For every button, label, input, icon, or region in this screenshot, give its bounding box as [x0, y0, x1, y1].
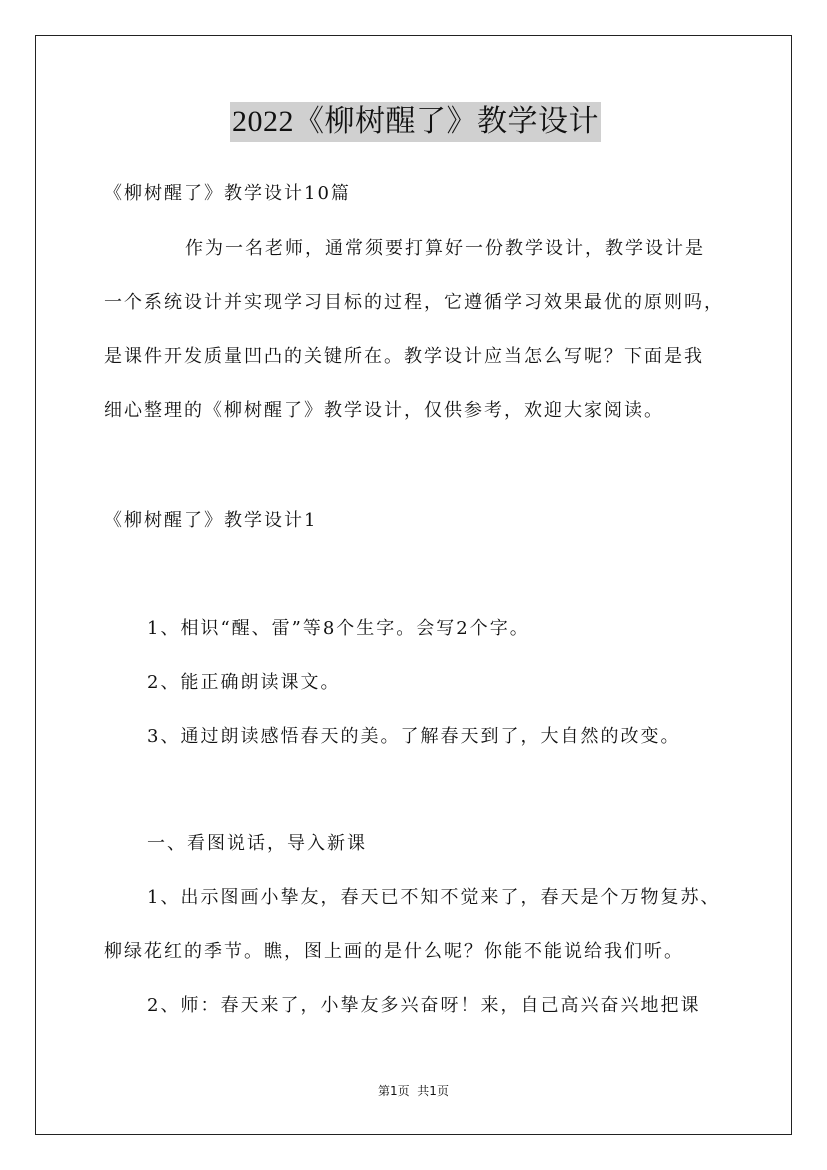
body-line-1: 1、出示图画小挚友，春天已不知不觉来了，春天是个万物复苏、 — [147, 887, 721, 908]
intro-line-1: 作为一名老师，通常须要打算好一份教学设计，教学设计是 — [185, 238, 705, 259]
document-title: 2022《柳树醒了》教学设计 — [230, 102, 601, 142]
goal-item-2: 2、能正确朗读课文。 — [147, 672, 341, 693]
goal-item-1: 1、相识“醒、雷”等8个生字。会写2个字。 — [147, 618, 530, 639]
body-line-2: 柳绿花红的季节。瞧，图上画的是什么呢？你能不能说给我们听。 — [104, 941, 684, 962]
intro-line-4: 细心整理的《柳树醒了》教学设计，仅供参考，欢迎大家阅读。 — [104, 400, 664, 421]
document-subtitle: 《柳树醒了》教学设计10篇 — [104, 183, 351, 204]
intro-line-2: 一个系统设计并实现学习目标的过程，它遵循学习效果最优的原则吗， — [104, 292, 724, 313]
section-heading: 《柳树醒了》教学设计1 — [104, 510, 318, 531]
intro-line-3: 是课件开发质量凹凸的关键所在。教学设计应当怎么写呢？下面是我 — [104, 346, 704, 367]
body-line-3: 2、师：春天来了，小挚友多兴奋呀！来，自己高兴奋兴地把课 — [147, 995, 701, 1016]
page-footer: 第1页 共1页 — [378, 1084, 449, 1098]
part-heading: 一、看图说话，导入新课 — [147, 833, 367, 854]
goal-item-3: 3、通过朗读感悟春天的美。了解春天到了，大自然的改变。 — [147, 726, 681, 747]
